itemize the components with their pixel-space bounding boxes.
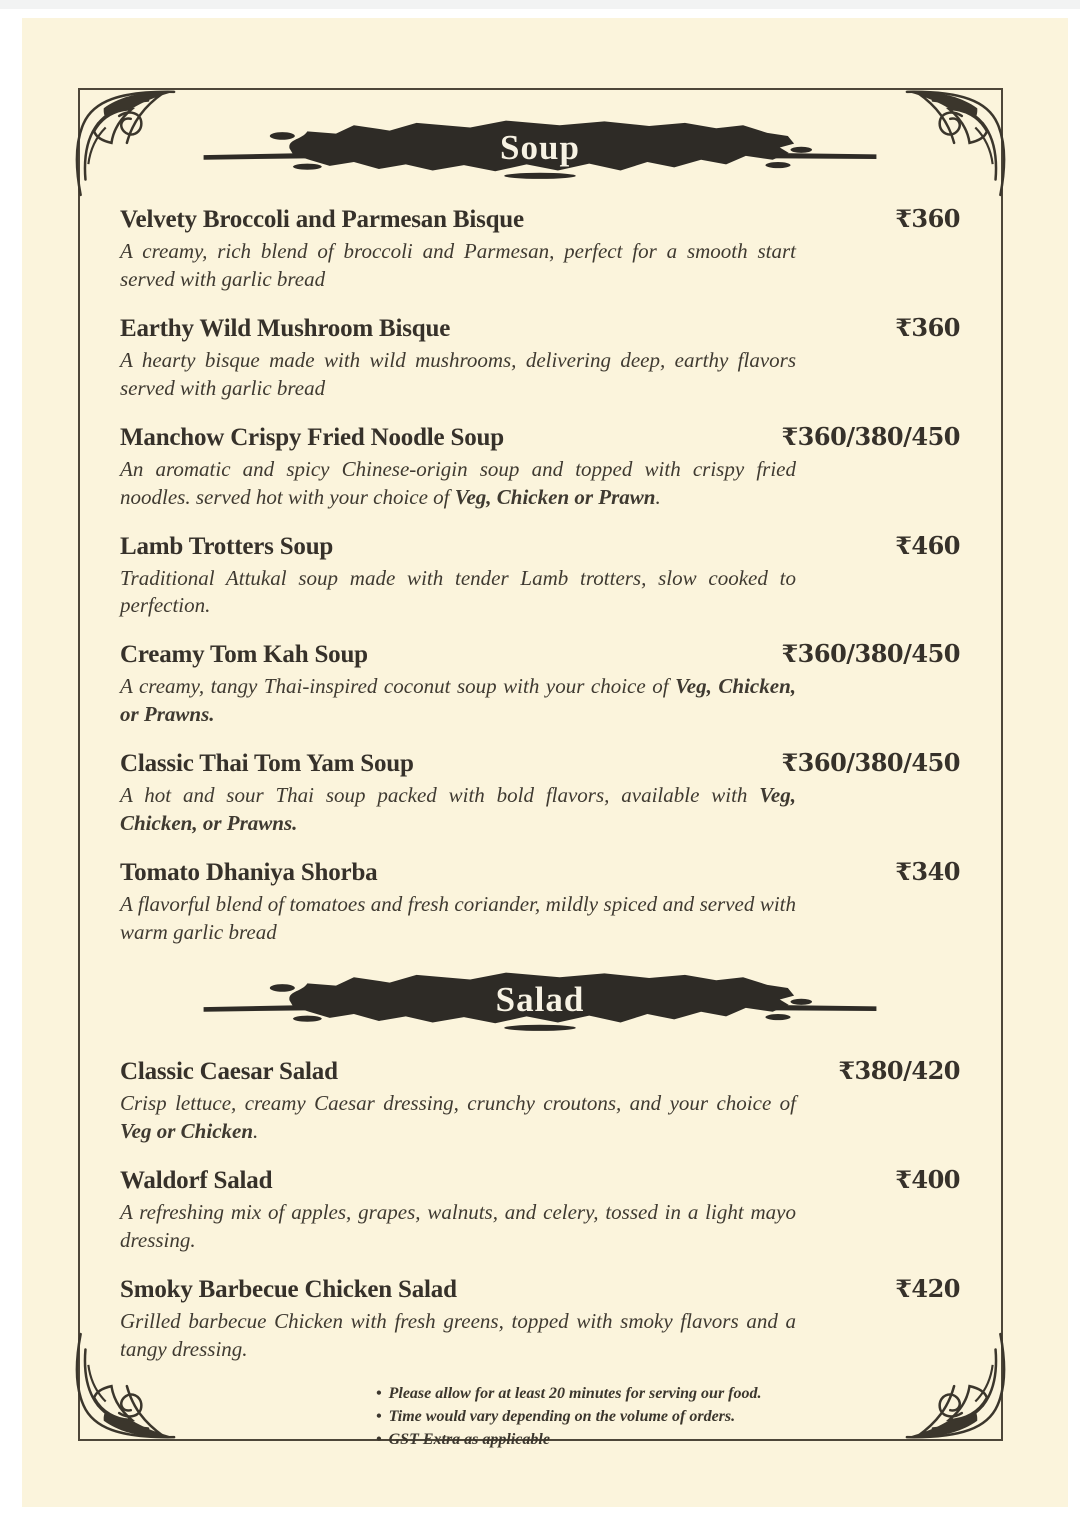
menu-frame [78,88,1003,1448]
item-name: Velvety Broccoli and Parmesan Bisque [120,206,524,233]
menu-item [120,1274,960,1364]
footnote-line: • Time would vary depending on the volume of orders. [376,1408,736,1426]
item-price: ₹360/380/450 [781,639,960,669]
item-description: A creamy, tangy Thai-inspired coconut soup with your choice of Veg, Chicken, or Prawns. [120,674,797,727]
item-price: ₹400 [895,1164,960,1194]
item-name: Creamy Tom Kah Soup [120,641,368,669]
section-banner-salad [260,968,820,1034]
item-name: Waldorf Salad [120,1166,273,1194]
menu-content [80,90,1001,1448]
item-price: ₹340 [895,857,960,887]
menu-item [120,204,960,294]
item-description: A creamy, rich blend of broccoli and Parmesan, perfect for a smooth start served with garlic bread [120,239,796,291]
menu-paper [22,18,1068,1507]
item-price: ₹360 [895,204,960,233]
menu-item [120,313,960,403]
item-description: A refreshing mix of apples, grapes, walnuts, and celery, tossed in a light mayo dressing. [120,1199,796,1252]
item-description: An aromatic and spicy Chinese-origin soup and topped with crispy fried noodles. served hot with your choice of Veg, Chicken or Prawn. [120,456,796,509]
menu-item [120,748,960,838]
item-description: Crisp lettuce, creamy Caesar dressing, crunchy croutons, and your choice of Veg or Chicken. [120,1090,796,1143]
menu-item [120,531,960,621]
item-name: Classic Thai Tom Yam Soup [120,750,414,778]
footnotes [376,1383,762,1451]
item-price: ₹380/420 [838,1055,960,1085]
item-price: ₹360/380/450 [781,421,960,451]
screenshot-top-strip [0,0,1080,9]
menu-item [120,1165,960,1255]
item-name: Smoky Barbecue Chicken Salad [120,1275,457,1303]
item-description: Grilled barbecue Chicken with fresh greens, topped with smoky flavors and a tangy dressing. [120,1308,796,1361]
footnote-line: • GST Extra as applicable [376,1430,550,1448]
item-name: Tomato Dhaniya Shorba [120,859,378,887]
menu-item [120,422,960,512]
item-name: Manchow Crispy Fried Noodle Soup [120,423,504,451]
footnote-line: • Please allow for at least 20 minutes for serving our food. [376,1385,762,1403]
item-price: ₹460 [895,530,960,560]
item-price: ₹360/380/450 [781,748,960,778]
item-description: A hearty bisque made with wild mushrooms, delivering deep, earthy flavors served with garlic bread [120,347,796,400]
item-description: A flavorful blend of tomatoes and fresh coriander, mildly spiced and served with warm garlic bread [120,892,796,944]
item-description: Traditional Attukal soup made with tender Lamb trotters, slow cooked to perfection. [120,565,796,618]
item-name: Earthy Wild Mushroom Bisque [120,314,451,342]
item-name: Classic Caesar Salad [120,1057,338,1085]
section-title-soup: Soup [500,128,580,167]
item-price: ₹420 [895,1273,960,1303]
menu-item [120,639,960,729]
menu-item [120,857,960,947]
item-price: ₹360 [895,312,960,342]
menu-item [120,1056,960,1146]
section-title-salad: Salad [495,979,585,1019]
item-description: A hot and sour Thai soup packed with bold flavors, available with Veg, Chicken, or Prawns. [120,783,796,836]
item-name: Lamb Trotters Soup [120,532,334,560]
section-banner-soup [260,116,820,182]
